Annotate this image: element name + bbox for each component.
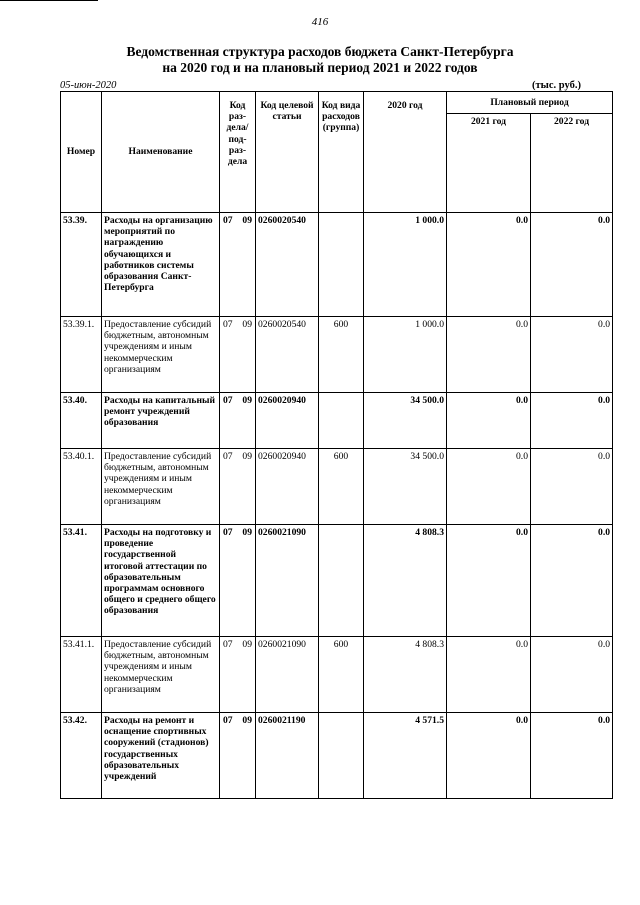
header-target: Код целевой статьи bbox=[256, 92, 319, 213]
header-2020: 2020 год bbox=[364, 92, 447, 213]
row-2020: 4 808.3 bbox=[364, 637, 447, 713]
row-target: 0260021090 bbox=[256, 525, 319, 637]
row-type: 600 bbox=[319, 317, 364, 393]
table-row bbox=[61, 317, 613, 393]
row-section bbox=[220, 213, 256, 317]
row-section-code: 07 bbox=[223, 395, 233, 406]
top-rule bbox=[0, 0, 98, 1]
row-target: 0260020940 bbox=[256, 393, 319, 449]
row-subsection-code: 09 bbox=[242, 215, 252, 226]
header-name: Наименование bbox=[102, 92, 220, 213]
row-2020: 34 500.0 bbox=[364, 449, 447, 525]
row-subsection-code: 09 bbox=[242, 395, 252, 406]
row-name: Предоставление субсидий бюджетным, автономным учреждениям и иным некоммерческим организациям bbox=[102, 317, 220, 393]
row-target: 0260020540 bbox=[256, 213, 319, 317]
row-2020: 1 000.0 bbox=[364, 213, 447, 317]
row-subsection-code: 09 bbox=[242, 715, 252, 726]
row-type bbox=[319, 525, 364, 637]
row-type: 600 bbox=[319, 637, 364, 713]
row-2021: 0.0 bbox=[447, 525, 531, 637]
budget-table bbox=[60, 91, 613, 799]
table-row bbox=[61, 393, 613, 449]
row-section bbox=[220, 525, 256, 637]
row-section bbox=[220, 637, 256, 713]
row-2022: 0.0 bbox=[531, 213, 613, 317]
row-section-code: 07 bbox=[223, 451, 233, 462]
row-2020: 4 808.3 bbox=[364, 525, 447, 637]
header-plan-period: Плановый период bbox=[447, 92, 613, 114]
page-title-line1: Ведомственная структура расходов бюджета Санкт-Петербурга bbox=[126, 44, 514, 59]
header-2021: 2021 год bbox=[447, 114, 531, 213]
header-type: Код вида расходов (группа) bbox=[319, 92, 364, 213]
row-section-code: 07 bbox=[223, 639, 233, 650]
table-row bbox=[61, 525, 613, 637]
row-2022: 0.0 bbox=[531, 393, 613, 449]
header-section: Код раз- дела/ под- раз- дела bbox=[220, 92, 256, 213]
row-number: 53.39. bbox=[61, 213, 102, 317]
row-subsection-code: 09 bbox=[242, 451, 252, 462]
table-row bbox=[61, 713, 613, 799]
row-target: 0260020940 bbox=[256, 449, 319, 525]
row-2022: 0.0 bbox=[531, 449, 613, 525]
row-number: 53.42. bbox=[61, 713, 102, 799]
row-number: 53.39.1. bbox=[61, 317, 102, 393]
row-section bbox=[220, 317, 256, 393]
row-name: Расходы на организацию мероприятий по награждению обучающихся и работников системы образования Санкт-Петербурга bbox=[102, 213, 220, 317]
header-number: Номер bbox=[61, 92, 102, 213]
row-2021: 0.0 bbox=[447, 449, 531, 525]
row-name: Расходы на капитальный ремонт учреждений образования bbox=[102, 393, 220, 449]
row-target: 0260021190 bbox=[256, 713, 319, 799]
row-section-code: 07 bbox=[223, 215, 233, 226]
row-2022: 0.0 bbox=[531, 525, 613, 637]
report-date: 05-июн-2020 bbox=[60, 80, 117, 91]
table-body bbox=[61, 213, 613, 799]
row-name: Предоставление субсидий бюджетным, автономным учреждениям и иным некоммерческим организациям bbox=[102, 449, 220, 525]
table-row bbox=[61, 637, 613, 713]
row-type bbox=[319, 713, 364, 799]
row-number: 53.40. bbox=[61, 393, 102, 449]
row-target: 0260021090 bbox=[256, 637, 319, 713]
units-label: (тыс. руб.) bbox=[532, 80, 581, 91]
row-2022: 0.0 bbox=[531, 637, 613, 713]
table-row bbox=[61, 213, 613, 317]
row-subsection-code: 09 bbox=[242, 639, 252, 650]
row-2021: 0.0 bbox=[447, 713, 531, 799]
row-2021: 0.0 bbox=[447, 393, 531, 449]
row-section-code: 07 bbox=[223, 527, 233, 538]
row-target: 0260020540 bbox=[256, 317, 319, 393]
row-2021: 0.0 bbox=[447, 637, 531, 713]
table-row bbox=[61, 449, 613, 525]
row-2020: 1 000.0 bbox=[364, 317, 447, 393]
row-type: 600 bbox=[319, 449, 364, 525]
row-section-code: 07 bbox=[223, 319, 233, 330]
row-type bbox=[319, 393, 364, 449]
row-number: 53.41.1. bbox=[61, 637, 102, 713]
row-section bbox=[220, 713, 256, 799]
row-type bbox=[319, 213, 364, 317]
row-number: 53.40.1. bbox=[61, 449, 102, 525]
row-2020: 34 500.0 bbox=[364, 393, 447, 449]
row-name: Предоставление субсидий бюджетным, автономным учреждениям и иным некоммерческим организациям bbox=[102, 637, 220, 713]
row-name: Расходы на подготовку и проведение государственной итоговой аттестации по образовательным программам основного общего и среднего общего образования bbox=[102, 525, 220, 637]
row-section-code: 07 bbox=[223, 715, 233, 726]
row-2020: 4 571.5 bbox=[364, 713, 447, 799]
row-2022: 0.0 bbox=[531, 317, 613, 393]
page-number: 416 bbox=[311, 16, 329, 28]
row-2021: 0.0 bbox=[447, 317, 531, 393]
row-section bbox=[220, 393, 256, 449]
row-number: 53.41. bbox=[61, 525, 102, 637]
header-2022: 2022 год bbox=[531, 114, 613, 213]
row-2022: 0.0 bbox=[531, 713, 613, 799]
row-subsection-code: 09 bbox=[242, 319, 252, 330]
row-section bbox=[220, 449, 256, 525]
page-title-line2: на 2020 год и на плановый период 2021 и 2022 годов bbox=[162, 60, 478, 75]
row-name: Расходы на ремонт и оснащение спортивных сооружений (стадионов) государственных образовательных учреждений bbox=[102, 713, 220, 799]
row-2021: 0.0 bbox=[447, 213, 531, 317]
row-subsection-code: 09 bbox=[242, 527, 252, 538]
